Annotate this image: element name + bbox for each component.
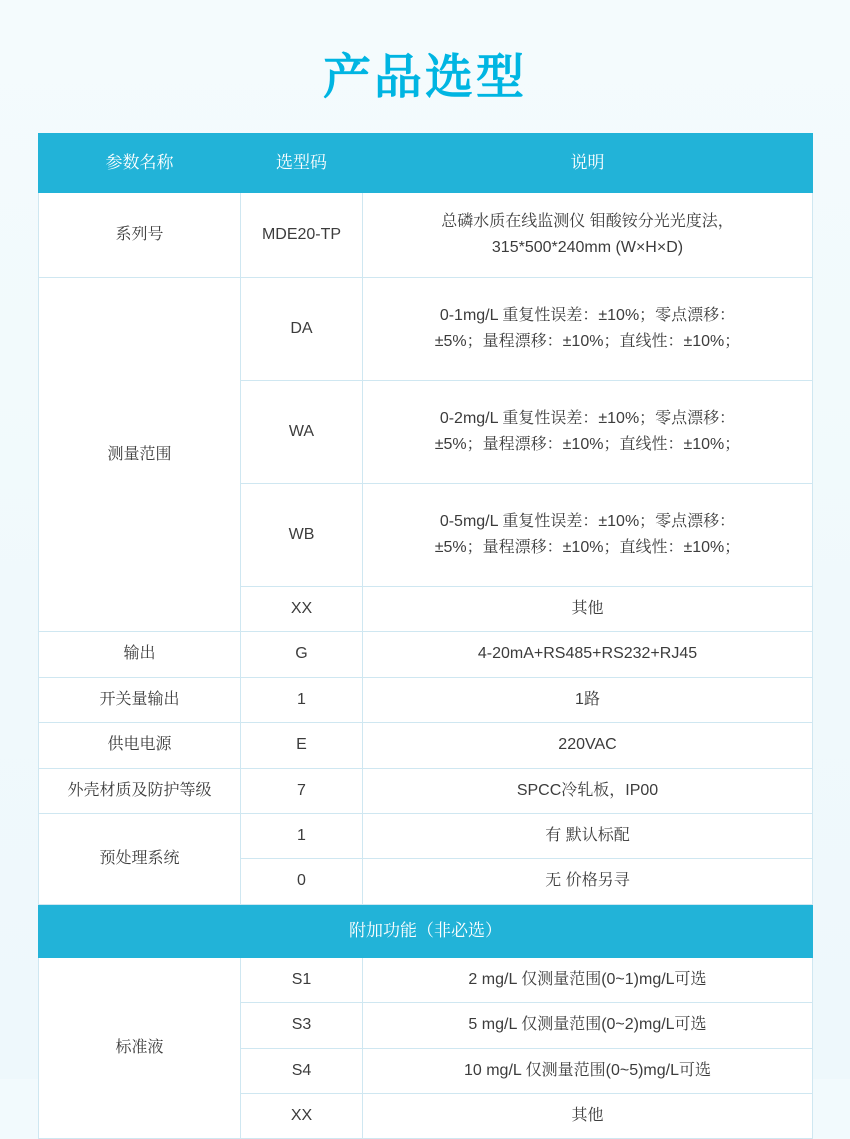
row-desc-range-other: 其他 bbox=[363, 587, 813, 632]
row-param-output: 输出 bbox=[39, 632, 241, 677]
row-code-pretreatment-no: 0 bbox=[241, 859, 363, 904]
desc-line: 0-5mg/L 重复性误差：±10%；零点漂移： bbox=[439, 512, 736, 530]
row-code-switch-output: 1 bbox=[241, 677, 363, 722]
desc-line: 315*500*240mm (W×H×D) bbox=[491, 239, 684, 256]
table-row bbox=[39, 723, 813, 768]
row-code-wb: WB bbox=[241, 484, 363, 587]
table-row bbox=[39, 677, 813, 722]
row-code-da: DA bbox=[241, 278, 363, 381]
row-param-standard-solution: 标准液 bbox=[39, 957, 241, 1139]
page-title: 产品选型 bbox=[322, 51, 527, 104]
row-code-pretreatment-yes: 1 bbox=[241, 813, 363, 858]
row-param-switch-output: 开关量输出 bbox=[39, 677, 241, 722]
row-desc-pretreatment-yes: 有 默认标配 bbox=[363, 813, 813, 858]
row-desc-da bbox=[363, 278, 813, 381]
row-code-range-other: XX bbox=[241, 587, 363, 632]
header-selection-code: 选型码 bbox=[241, 134, 363, 193]
row-code-s1: S1 bbox=[241, 957, 363, 1002]
row-desc-wb bbox=[363, 484, 813, 587]
row-desc-s3: 5 mg/L 仅测量范围(0~2)mg/L可选 bbox=[363, 1003, 813, 1048]
table-body bbox=[39, 193, 813, 1139]
table-row bbox=[39, 813, 813, 858]
table-row bbox=[39, 957, 813, 1002]
row-code-s3: S3 bbox=[241, 1003, 363, 1048]
desc-line: 0-1mg/L 重复性误差：±10%；零点漂移： bbox=[439, 306, 736, 324]
desc-line: ±5%；量程漂移：±10%；直线性：±10%； bbox=[434, 436, 741, 453]
row-desc-power: 220VAC bbox=[363, 723, 813, 768]
header-param-name: 参数名称 bbox=[39, 134, 241, 193]
desc-line: ±5%；量程漂移：±10%；直线性：±10%； bbox=[434, 333, 741, 350]
row-desc-switch-output: 1路 bbox=[363, 677, 813, 722]
spec-table-container bbox=[0, 133, 850, 1139]
desc-line: 0-2mg/L 重复性误差：±10%；零点漂移： bbox=[439, 409, 736, 427]
table-row bbox=[39, 632, 813, 677]
row-param-pretreatment: 预处理系统 bbox=[39, 813, 241, 904]
row-desc-pretreatment-no: 无 价格另寻 bbox=[363, 859, 813, 904]
row-code-power: E bbox=[241, 723, 363, 768]
desc-line: 总磷水质在线监测仪 钼酸铵分光光度法， bbox=[441, 212, 734, 230]
table-row bbox=[39, 768, 813, 813]
section-title-additional: 附加功能（非必选） bbox=[39, 904, 813, 957]
row-desc-series bbox=[363, 193, 813, 278]
row-desc-s4: 10 mg/L 仅测量范围(0~5)mg/L可选 bbox=[363, 1048, 813, 1093]
row-param-series: 系列号 bbox=[39, 193, 241, 278]
product-selection-table bbox=[38, 133, 813, 1139]
row-param-housing: 外壳材质及防护等级 bbox=[39, 768, 241, 813]
row-code-standard-other: XX bbox=[241, 1093, 363, 1138]
row-code-output: G bbox=[241, 632, 363, 677]
table-header bbox=[39, 134, 813, 193]
header-description: 说明 bbox=[363, 134, 813, 193]
table-row bbox=[39, 278, 813, 381]
row-code-wa: WA bbox=[241, 381, 363, 484]
row-desc-output: 4-20mA+RS485+RS232+RJ45 bbox=[363, 632, 813, 677]
table-row bbox=[39, 193, 813, 278]
row-code-s4: S4 bbox=[241, 1048, 363, 1093]
row-desc-wa bbox=[363, 381, 813, 484]
row-desc-housing: SPCC冷轧板，IP00 bbox=[363, 768, 813, 813]
row-code-housing: 7 bbox=[241, 768, 363, 813]
row-code-series: MDE20-TP bbox=[241, 193, 363, 278]
row-desc-s1: 2 mg/L 仅测量范围(0~1)mg/L可选 bbox=[363, 957, 813, 1002]
section-header-row bbox=[39, 904, 813, 957]
row-param-power: 供电电源 bbox=[39, 723, 241, 768]
table-header-row bbox=[39, 134, 813, 193]
row-desc-standard-other: 其他 bbox=[363, 1093, 813, 1138]
row-param-range: 测量范围 bbox=[39, 278, 241, 632]
desc-line: ±5%；量程漂移：±10%；直线性：±10%； bbox=[434, 539, 741, 556]
